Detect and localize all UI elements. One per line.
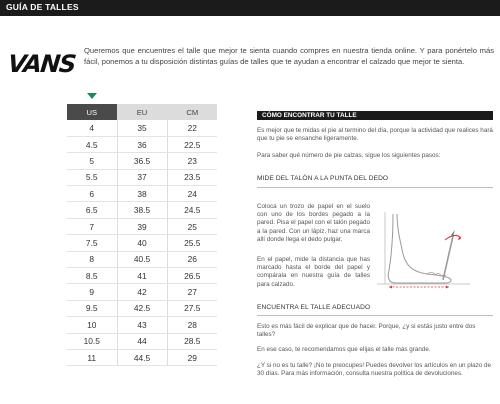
cell-cm: 28.5 (167, 333, 217, 349)
table-row (67, 186, 217, 202)
cell-us: 8.5 (67, 268, 117, 284)
table-row (67, 120, 217, 136)
size-table-header (67, 104, 217, 120)
cell-cm: 25 (167, 218, 217, 234)
cell-eu: 37 (117, 169, 167, 185)
table-row (67, 218, 217, 234)
table-row (67, 202, 217, 218)
vans-logo: VANS (6, 50, 77, 78)
section-title: CÓMO ENCONTRAR TU TALLE (262, 112, 357, 119)
cell-us: 7 (67, 218, 117, 234)
cell-cm: 24.5 (167, 202, 217, 218)
section-header (257, 111, 493, 120)
cell-eu: 41 (117, 268, 167, 284)
cell-us: 4.5 (67, 136, 117, 152)
cell-us: 10 (67, 317, 117, 333)
cell-us: 7.5 (67, 235, 117, 251)
cell-eu: 35 (117, 120, 167, 136)
table-row (67, 349, 217, 365)
cell-us: 9.5 (67, 300, 117, 316)
table-row (67, 317, 217, 333)
cell-cm: 22 (167, 120, 217, 136)
table-row (67, 333, 217, 349)
col-header-eu: EU (117, 104, 167, 120)
triangle-down-icon (87, 93, 97, 99)
cell-cm: 25.5 (167, 235, 217, 251)
cell-cm: 26 (167, 251, 217, 267)
cell-cm: 26.5 (167, 268, 217, 284)
cell-us: 4 (67, 120, 117, 136)
cell-us: 5 (67, 153, 117, 169)
divider (257, 187, 493, 188)
cell-eu: 38.5 (117, 202, 167, 218)
cell-us: 11 (67, 349, 117, 365)
guide-intro-text: Es mejor que te midas el pie al termino del día, porque la actividad que realices hará que tu pie se ensanche ligeramente. (257, 127, 493, 143)
cell-cm: 23.5 (167, 169, 217, 185)
guide-steps-intro: Para saber qué número de pie calzas, sigue los siguientes pasos: (257, 152, 441, 159)
cell-eu: 42.5 (117, 300, 167, 316)
header-bar (0, 0, 500, 16)
heading-fit: ENCUENTRA EL TALLE ADECUADO (257, 304, 371, 311)
divider (257, 315, 493, 316)
table-row (67, 251, 217, 267)
col-header-us: US (67, 104, 117, 120)
fit-text-two: En ese caso, te recomendamos que elijas el talle más grande. (257, 346, 431, 353)
step-one-text: Coloca un trozo de papel en el suelo con uno de los bordes pegado a la pared. Pisa el papel con el talón pegado a la pared. Con un lápiz, haz una marca allí donde llega el dedo pulgar. (257, 203, 370, 243)
cell-us: 6.5 (67, 202, 117, 218)
intro-text: Queremos que encuentres el talle que mejor te sienta cuando compres en nuestra tienda online. Y para ponértelo más fácil, ponemos a tu disposición distintas guías de talles que te ayudan a encontrar el calzado que mejor te sienta. (84, 46, 494, 66)
table-row (67, 235, 217, 251)
cell-eu: 36 (117, 136, 167, 152)
cell-cm: 28 (167, 317, 217, 333)
table-row (67, 169, 217, 185)
table-row (67, 136, 217, 152)
cell-us: 10.5 (67, 333, 117, 349)
returns-text: ¿Y si no es tu talle? ¡No te preocupes! Puedes devolver los artículos en un plazo de 30 días. Para más información, consulta nuestra política de devoluciones. (257, 362, 492, 378)
cell-eu: 39 (117, 218, 167, 234)
cell-cm: 22.5 (167, 136, 217, 152)
page-title: GUÍA DE TALLES (6, 2, 79, 12)
cell-us: 5.5 (67, 169, 117, 185)
cell-us: 8 (67, 251, 117, 267)
heading-measure: MIDE DEL TALÓN A LA PUNTA DEL DEDO (257, 175, 389, 182)
cell-cm: 27.5 (167, 300, 217, 316)
cell-eu: 36.5 (117, 153, 167, 169)
foot-measure-icon (373, 210, 473, 290)
cell-cm: 29 (167, 349, 217, 365)
cell-eu: 40 (117, 235, 167, 251)
table-row (67, 284, 217, 300)
cell-eu: 40.5 (117, 251, 167, 267)
table-row (67, 153, 217, 169)
fit-text-one: Esto es más fácil de explicar que de hacer. Porque, ¿y si estás justo entre dos talles? (257, 323, 476, 339)
size-table (67, 104, 217, 366)
cell-us: 9 (67, 284, 117, 300)
cell-cm: 23 (167, 153, 217, 169)
cell-cm: 27 (167, 284, 217, 300)
cell-eu: 38 (117, 186, 167, 202)
table-row (67, 268, 217, 284)
table-row (67, 300, 217, 316)
cell-cm: 24 (167, 186, 217, 202)
cell-eu: 42 (117, 284, 167, 300)
step-two-text: En el papel, mide la distancia que has marcado hasta el borde del papel y compárala en nuestra guía de talles para calzado. (257, 256, 370, 288)
cell-eu: 43 (117, 317, 167, 333)
cell-eu: 44 (117, 333, 167, 349)
cell-eu: 44.5 (117, 349, 167, 365)
col-header-cm: CM (167, 104, 217, 120)
cell-us: 6 (67, 186, 117, 202)
